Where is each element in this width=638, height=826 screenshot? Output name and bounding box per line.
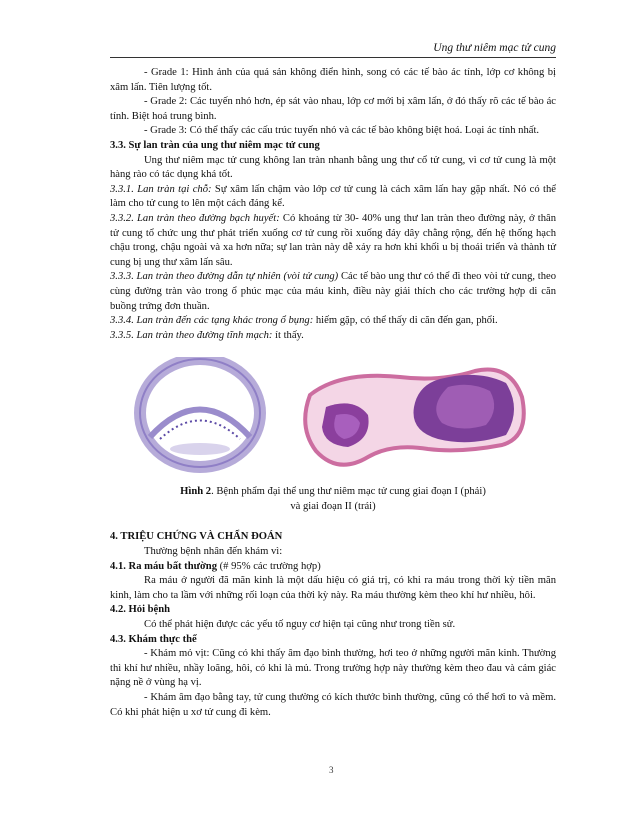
section-4-2-text: Có thể phát hiện được các yếu tố nguy cơ hiện tại cũng như trong tiền sử. (144, 619, 456, 631)
page-number: 3 (329, 765, 334, 775)
section-3-3-4 (110, 314, 556, 329)
section-3-3-intro: Ung thư niêm mạc tử cung không lan tràn nhanh bằng ung thư cổ tử cung, vì cơ tử cung là một hàng rào có tác dụng khá tốt. (110, 154, 556, 181)
specimen-figure (110, 357, 556, 477)
page-content (110, 66, 556, 720)
section-4-1-heading-line (110, 560, 556, 575)
section-3-3-2 (110, 212, 556, 270)
header-rule (110, 57, 556, 58)
section-4-2-heading: 4.2. Hỏi bệnh (110, 604, 171, 616)
figure-caption-label: Hình 2 (180, 486, 212, 498)
section-3-3-5-label: 3.3.5. Lan tràn theo đường tĩnh mạch: (110, 329, 273, 341)
section-3-3-5 (110, 329, 556, 344)
section-3-3-3 (110, 270, 556, 314)
running-header: Ung thư niêm mạc tử cung (433, 42, 556, 54)
figure-caption (110, 485, 556, 500)
section-3-3-1-text: Sự xâm lấn chậm vào lớp cơ tử cung là cách xâm lấn hay gặp nhất. Nó có thể làm cho tử cung to lên một cách đáng kể. (110, 183, 556, 210)
section-3-3-2-text: Có khoảng từ 30- 40% ung thư lan tràn theo đường này, ở thân tử cung tổ chức ung thư phát triển xuống cơ tử cung rồi xuống đáy dây chằng rộng, đến hệ thống hạch chậu trong, chậu ngoài và xa hơn nữa; sự lan tràn này dễ xảy ra hơn khi khối u bị thoái triển và thành tử cung bị ung thư xâm lấn sâu. (110, 212, 556, 268)
section-3-3-3-label: 3.3.3. Lan tràn theo đường dẫn tự nhiên (vòi tử cung) (110, 271, 339, 283)
section-4-3-speculum: - Khám mỏ vịt: Cũng có khi thấy âm đạo bình thường, hơi teo ở những người mãn kinh. Thường thì khí hư nhiều, nhầy loãng, hôi, có khi là mủ. Trong trường hợp này thường kèm theo đau và cảm giác nặng nề ở vùng hạ vị. (110, 648, 556, 689)
section-4-3-heading: 4.3. Khám thực thể (110, 633, 197, 645)
grade-1: - Grade 1: Hình ảnh của quá sản không điển hình, song có các tế bào ác tính, lớp cơ không bị xâm lấn. Tiên lượng tốt. (110, 67, 556, 93)
section-3-3-2-label: 3.3.2. Lan tràn theo đường bạch huyết: (110, 212, 280, 224)
figure-caption-text: . Bệnh phẩm đại thể ung thư niêm mạc tử cung giai đoạn I (phải) (211, 486, 486, 498)
section-4-heading: 4. TRIỆU CHỨNG VÀ CHẨN ĐOÁN (110, 531, 283, 543)
section-3-3-1-label: 3.3.1. Lan tràn tại chỗ: (110, 183, 212, 195)
specimen-photos (110, 357, 556, 477)
section-3-3-4-label: 3.3.4. Lan tràn đến các tạng khác trong ổ bụng: (110, 315, 314, 327)
figure-caption-line-2: và giai đoạn II (trái) (290, 500, 376, 512)
section-4-1-heading: 4.1. Ra máu bất thường (110, 560, 217, 572)
specimen-right-image (305, 370, 524, 465)
specimen-left-image (140, 359, 260, 467)
section-4-intro: Thường bệnh nhân đến khám vì: (144, 546, 283, 558)
section-3-3-3-text: Các tế bào ung thư có thể đi theo vòi tử cung, theo cùng đường tràn vào trong ổ phúc mạc của máu kinh, điều này giải thích cho các trường hợp di căn buồng trứng đơn thuần. (110, 271, 556, 312)
grade-2: - Grade 2: Các tuyến nhỏ hơn, ép sát vào nhau, lớp cơ mới bị xâm lấn, ở đó thấy rõ các tế bào ác tính. Biệt hoá trung bình. (110, 96, 556, 122)
grade-3: - Grade 3: Có thể thấy các cấu trúc tuyến nhỏ và các tế bào không biệt hoá. Loại ác tính nhất. (144, 125, 540, 137)
section-4-1-text: Ra máu ở người đã mãn kinh là một dấu hiệu có giá trị, có khi ra máu trong thời kỳ tiền mãn kinh, làm cho ta lầm với những rối loạn của thời kỳ này. Ra máu thường kèm theo khí hư nhiều, hôi. (110, 575, 556, 601)
section-4-3-bimanual: - Khám âm đạo bằng tay, tử cung thường có kích thước bình thường, cũng có thể hơi to và mềm. Có khi phát hiện u xơ tử cung đi kèm. (110, 692, 556, 718)
section-4-1-note: (# 95% các trường hợp) (217, 560, 321, 572)
section-3-3-1 (110, 183, 556, 212)
section-3-3-5-text: ít thấy. (272, 329, 304, 341)
section-3-3-4-text: hiếm gặp, có thể thấy di căn đến gan, phổi. (313, 315, 498, 327)
section-3-3-heading: 3.3. Sự lan tràn của ung thư niêm mạc tử cung (110, 139, 320, 151)
